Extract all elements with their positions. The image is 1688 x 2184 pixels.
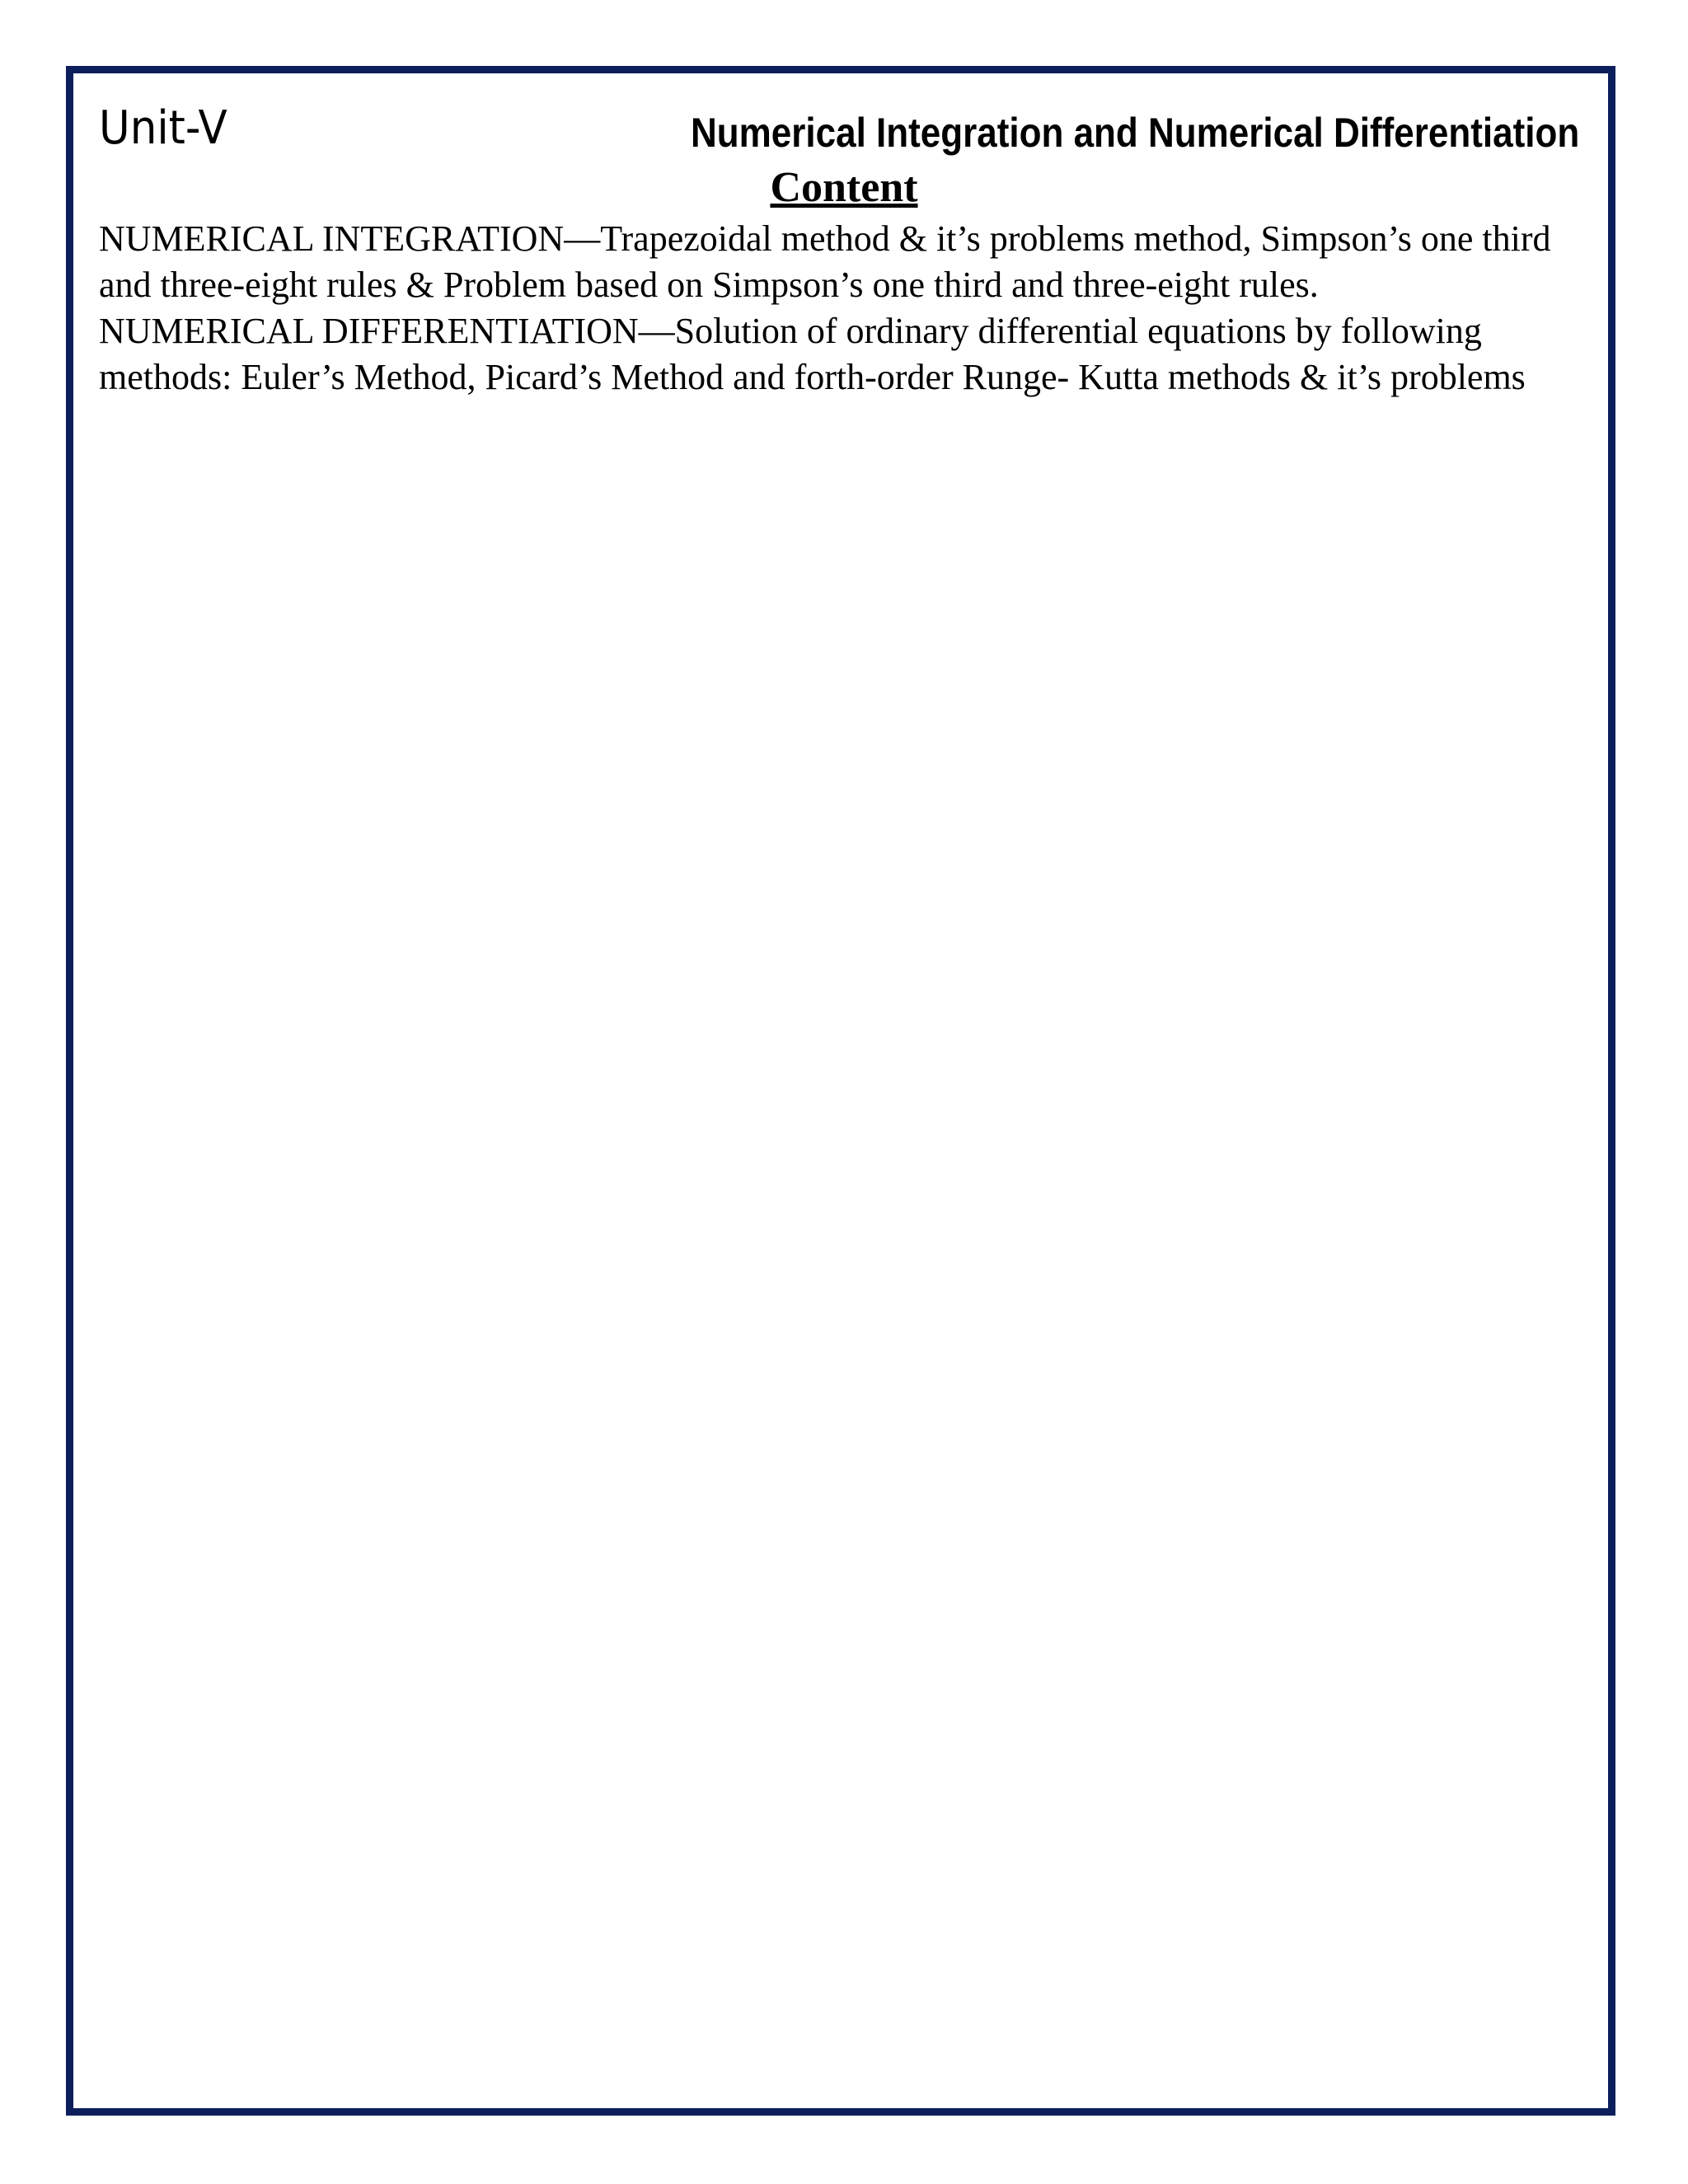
content-heading: Content bbox=[770, 164, 918, 211]
content-body bbox=[99, 216, 1574, 401]
content-paragraph-differentiation: NUMERICAL DIFFERENTIATION—Solution of ordinary differential equations by following methods: Euler’s Method, Picard’s Method and forth-order Runge- Kutta methods & it’s problems bbox=[99, 311, 1526, 397]
unit-label: Unit-V bbox=[99, 101, 227, 155]
page-title: Numerical Integration and Numerical Differentiation bbox=[690, 110, 1579, 156]
content-paragraph-integration: NUMERICAL INTEGRATION—Trapezoidal method & it’s problems method, Simpson’s one third and three-eight rules & Problem based on Simpson’s one third and three-eight rules. bbox=[99, 218, 1551, 305]
